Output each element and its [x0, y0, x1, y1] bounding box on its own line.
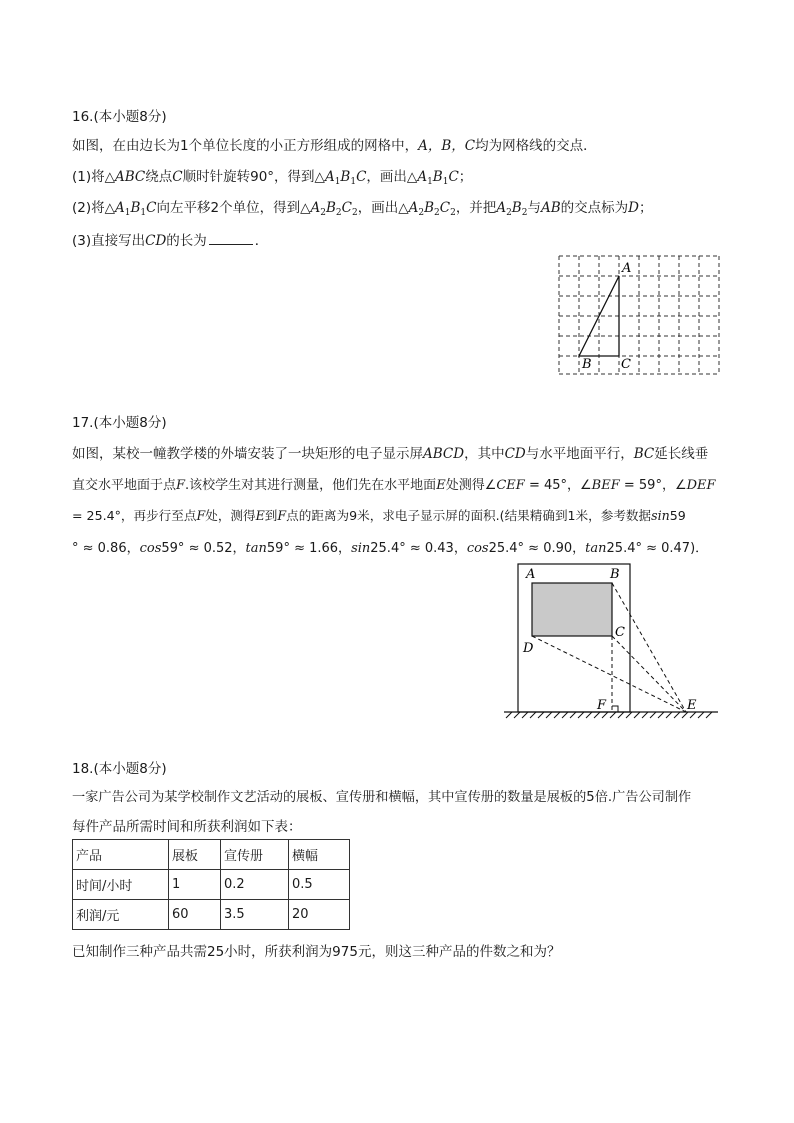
label-b: B — [610, 567, 620, 582]
table-cell: 产品 — [73, 840, 169, 870]
q18-line2: 每件产品所需时间和所获利润如下表： — [72, 819, 302, 835]
display-screen — [532, 583, 612, 636]
table-cell: 利润/元 — [73, 900, 169, 930]
q16-part1: (1)将△ABC绕点C顺时针旋转90°，得到$\triangle A_1B_1C$，画出$\triangle A_1B_1C$； — [72, 169, 473, 187]
table-cell: 3.5 — [221, 900, 289, 930]
q17-line4: ° ≈ 0.86，cos59° ≈ 0.52，tan59° ≈ 1.66，sin25.4° ≈ 0.43，cos25.4° ≈ 0.90，tan25.4° ≈ 0.47)． — [72, 541, 709, 556]
q17-building-figure — [500, 560, 724, 722]
table-cell: 展板 — [169, 840, 221, 870]
product-table — [72, 839, 350, 930]
label-c: C — [621, 357, 631, 372]
table-cell: 0.2 — [221, 870, 289, 900]
q18-line1: 一家广告公司为某学校制作文艺活动的展板、宣传册和横幅，其中宣传册的数量是展板的5倍.广告公司制作 — [72, 790, 692, 805]
q16-part2: (2)将$\triangle A_1B_1C$向左平移2个单位，得到$\triangle A_2B_2C_2$，画出$\triangle A_2B_2C_2$，并把$A_2B_2$与AB的交点标为D； — [72, 200, 653, 218]
q17-line1: 如图，某校一幢教学楼的外墙安装了一块矩形的电子显示屏ABCD，其中CD与水平地面平行，BC延长线垂 — [72, 446, 709, 462]
label-f: F — [597, 698, 607, 713]
table-row — [73, 870, 350, 900]
label-b: B — [582, 357, 592, 372]
table-cell: 横幅 — [289, 840, 350, 870]
label-c: C — [615, 625, 625, 640]
label-a: A — [526, 567, 536, 582]
table-cell: 宣传册 — [221, 840, 289, 870]
label-d: D — [523, 641, 534, 656]
q17-line3: = 25.4°，再步行至点F处，测得E到F点的距离为9米，求电子显示屏的面积.(结果精确到1米，参考数据sin59 — [72, 508, 686, 523]
q16-vars: A，B，C — [418, 138, 476, 154]
q16-stem: 如图，在由边长为1个单位长度的小正方形组成的网格中，A，B，C均为网格线的交点． — [72, 138, 597, 154]
table-cell: 20 — [289, 900, 350, 930]
q16-grid-figure — [555, 252, 723, 378]
q17-line2: 直交水平地面于点F.该校学生对其进行测量，他们先在水平地面E处测得∠CEF = 45°，∠BEF = 59°，∠DEF — [72, 478, 716, 493]
q16-part3: (3)直接写出CD的长为 ． — [72, 233, 269, 249]
table-cell: 时间/小时 — [73, 870, 169, 900]
table-cell: 0.5 — [289, 870, 350, 900]
table-cell: 60 — [169, 900, 221, 930]
right-angle-mark — [612, 706, 618, 712]
table-cell: 1 — [169, 870, 221, 900]
answer-blank[interactable] — [209, 232, 253, 245]
q17-header: 17.(本小题8分) — [72, 415, 167, 431]
table-header-row — [73, 840, 350, 870]
ground-hatch — [506, 712, 712, 718]
q18-header: 18.(本小题8分) — [72, 761, 167, 777]
q18-question: 已知制作三种产品共需25小时，所获利润为975元，则这三种产品的件数之和为？ — [72, 944, 561, 960]
label-e: E — [687, 698, 697, 713]
label-a: A — [622, 261, 632, 276]
q16-header: 16.(本小题8分) — [72, 109, 167, 125]
table-row — [73, 900, 350, 930]
